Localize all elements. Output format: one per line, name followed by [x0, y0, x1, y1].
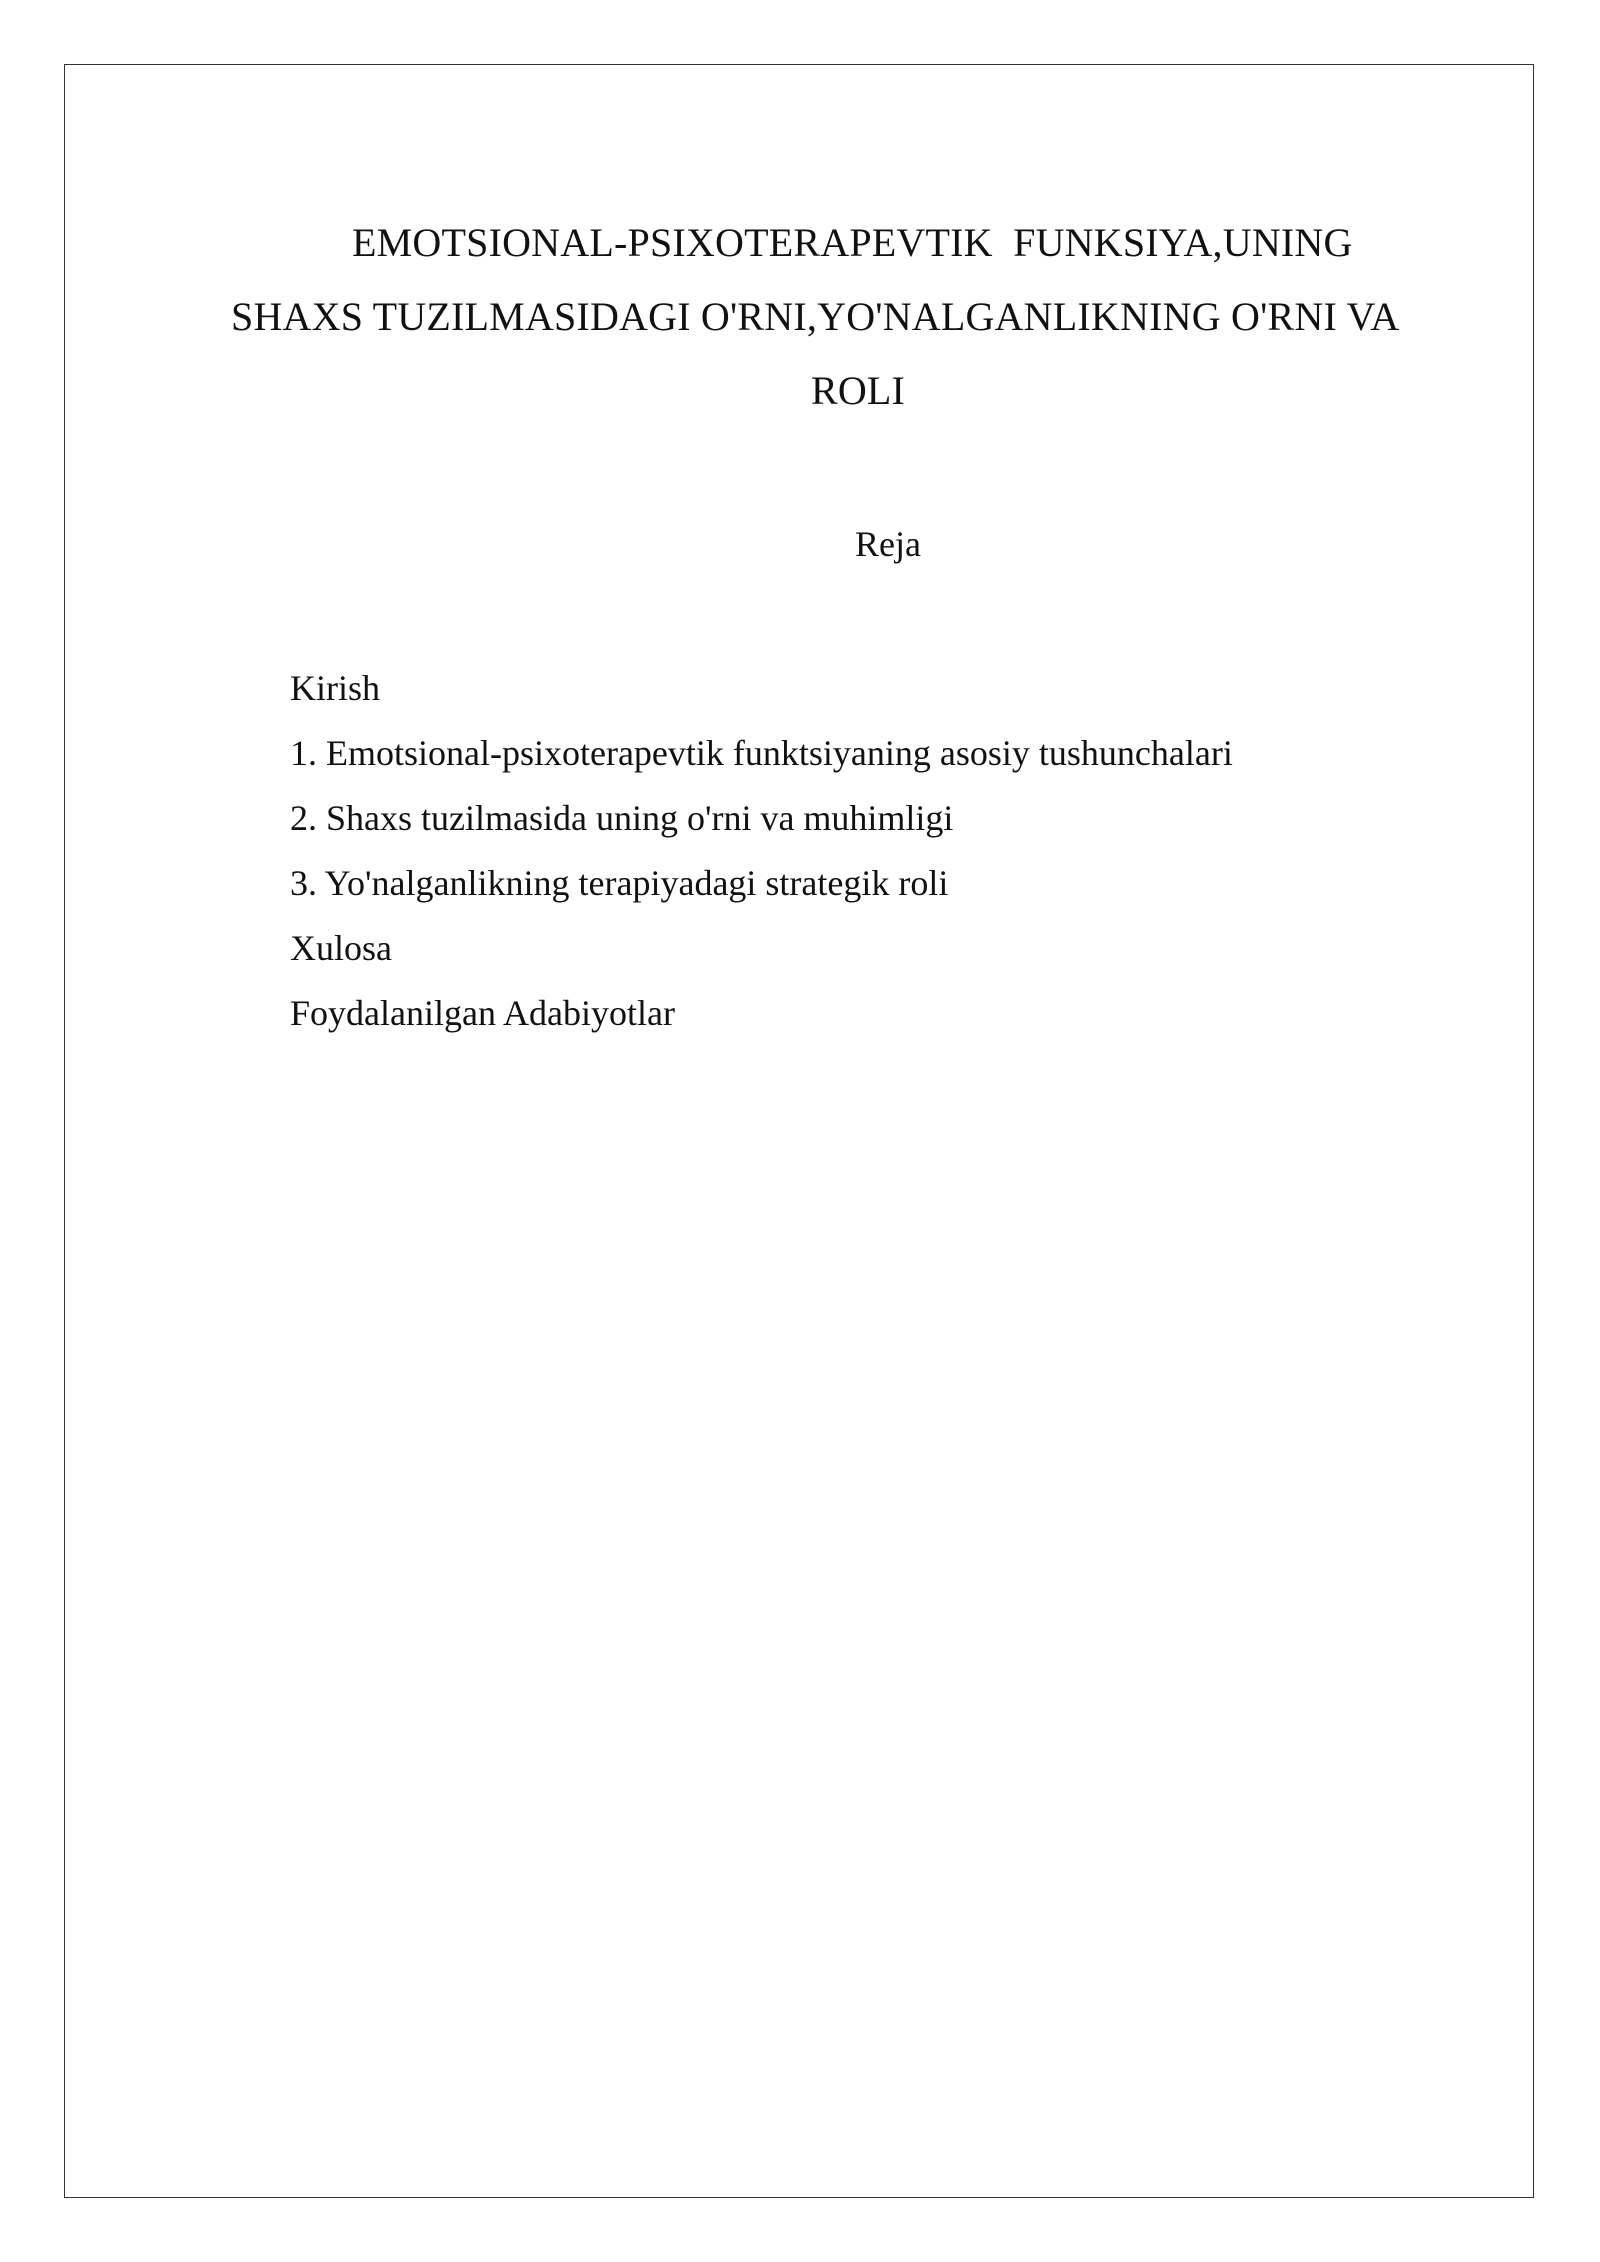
- document-title-line-2: SHAXS TUZILMASIDAGI O'RNI,YO'NALGANLIKNING O'RNI VA: [231, 294, 1400, 339]
- plan-item-introduction: Kirish: [290, 668, 380, 708]
- plan-item-3: 3. Yo'nalganlikning terapiyadagi strategik roli: [290, 863, 949, 903]
- document-title-line-3: ROLI: [810, 368, 906, 413]
- plan-item-conclusion: Xulosa: [290, 928, 392, 968]
- plan-list: [290, 660, 1233, 1050]
- document-title-line-1: EMOTSIONAL-PSIXOTERAPEVTIK FUNKSIYA,UNING: [352, 220, 1353, 265]
- plan-item-1: 1. Emotsional-psixoterapevtik funktsiyaning asosiy tushunchalari: [290, 733, 1233, 773]
- plan-item-2: 2. Shaxs tuzilmasida uning o'rni va muhimligi: [290, 798, 954, 838]
- plan-heading: Reja: [855, 524, 921, 564]
- plan-item-references: Foydalanilgan Adabiyotlar: [290, 993, 675, 1033]
